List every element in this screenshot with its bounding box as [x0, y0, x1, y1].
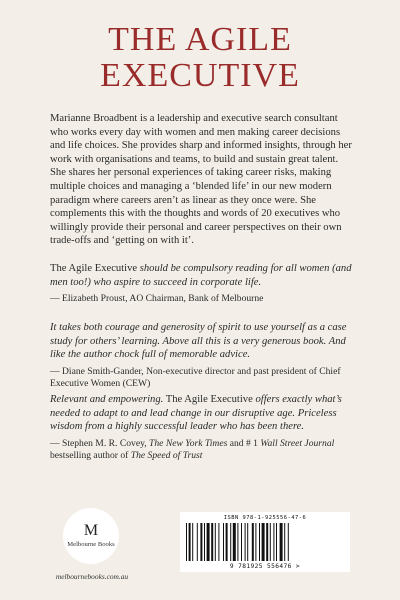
- publisher-website: melbournebooks.com.au: [55, 572, 129, 581]
- quote-text: [50, 321, 352, 362]
- source-book-title: The Speed of Trust: [130, 450, 203, 462]
- book-title-line-1: THE AGILE: [108, 21, 292, 58]
- barcode-digits: 9 781925 556476 >: [229, 563, 301, 570]
- quote-source: [50, 438, 352, 463]
- source-text: bestselling author of: [50, 450, 131, 462]
- isbn-barcode: [180, 512, 350, 572]
- source-publication: The New York Times: [149, 437, 228, 449]
- book-title-line-2: EXECUTIVE: [100, 57, 300, 94]
- quote-book-title: The Agile Executive: [50, 263, 138, 274]
- barcode-bars: [186, 523, 344, 561]
- quote-book-title: The Agile Executive: [163, 394, 256, 405]
- author-blurb: Marianne Broadbent is a leadership and executive search consultant who works every day with women and men making career decisions and life choices. She provides sharp and informed insights, through her work with organisations and teams, to build and sustain great talent. She shares her personal experiences of taking career risks, making multiple choices and managing a ‘blended life’ in our new modern paradigm where careers aren’t as linear as they once were. She complements this with the thoughts and words of 20 executives who willingly provide their personal and career perspectives on their own trade-offs and ‘getting on with it’.: [50, 113, 352, 247]
- source-publication: Wall Street Journal: [260, 437, 335, 449]
- isbn-label: ISBN 978-1-925556-47-6: [223, 515, 307, 521]
- quote-body: offers exactly what’s needed to adapt to and lead change in our disruptive age. Priceless wisdom from a highly successful leader who has been there.: [50, 394, 342, 433]
- quote-body: It takes both courage and generosity of spirit to use yourself as a case study for others’ learning. Above all this is a very generous book. And like the author chock full of memorable advice.: [50, 322, 347, 361]
- publisher-name: Melbourne Books: [67, 541, 115, 548]
- endorsement-quote: [50, 393, 352, 463]
- endorsement-quote: [50, 321, 352, 391]
- quote-lead: Relevant and empowering.: [50, 394, 164, 405]
- quote-source: — Diane Smith-Gander, Non-executive director and past president of Chief Executive Women (CEW): [50, 365, 341, 390]
- quote-body: should be compulsory reading for all women (and men too!) who aspire to succeed in corporate life.: [50, 263, 352, 288]
- endorsement-quote: [50, 262, 352, 306]
- quote-text: [50, 262, 352, 289]
- source-name: — Stephen M. R. Covey,: [50, 437, 150, 449]
- publisher-logo: [63, 508, 119, 564]
- source-text: and # 1: [227, 437, 261, 449]
- quote-source: — Elizabeth Proust, AO Chairman, Bank of Melbourne: [50, 293, 264, 305]
- publisher-logo-initial: M: [83, 522, 99, 539]
- quote-text: [50, 393, 352, 434]
